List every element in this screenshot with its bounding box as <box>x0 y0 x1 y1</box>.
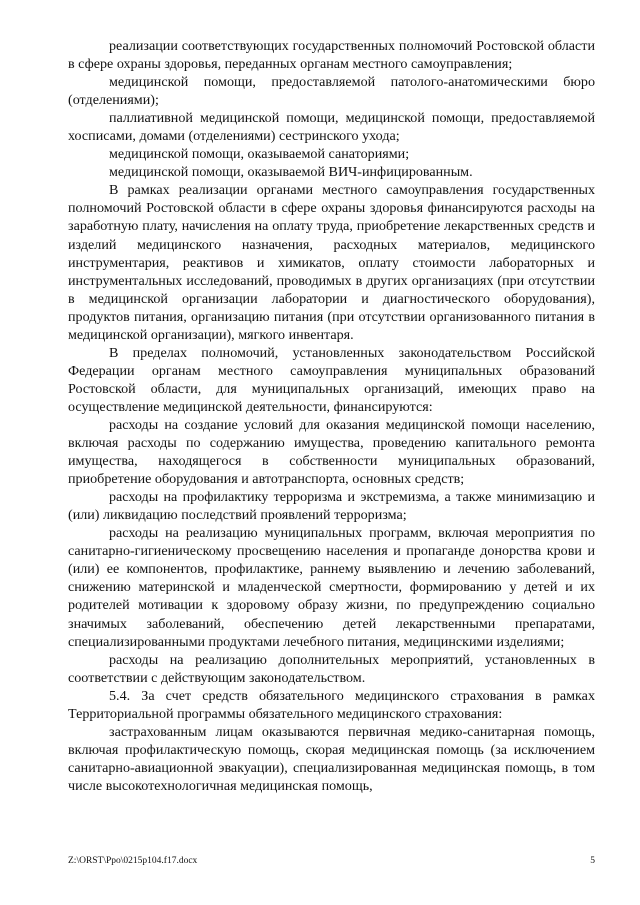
paragraph: расходы на реализацию дополнительных мероприятий, установленных в соответствии с действующим законодательством. <box>68 651 595 686</box>
paragraph: расходы на создание условий для оказания медицинской помощи населению, включая расходы по содержанию имущества, проведению капитального ремонта имущества, находящегося в собственности муниципальных образований, приобретение оборудования и автотранспорта, основных средств; <box>68 416 595 488</box>
document-body <box>68 37 595 795</box>
section-heading-paragraph: 5.4. За счет средств обязательного медицинского страхования в рамках Территориальной программы обязательного медицинского страхования: <box>68 687 595 722</box>
paragraph: застрахованным лицам оказываются первичная медико-санитарная помощь, включая профилактическую помощь, скорая медицинская помощь (за исключением санитарно-авиационной эвакуации), специализированная медицинская помощь, в том числе высокотехнологичная медицинская помощь, <box>68 723 595 794</box>
paragraph: расходы на реализацию муниципальных программ, включая мероприятия по санитарно-гигиеническому просвещению населения и пропаганде донорства крови и (или) ее компонентов, профилактике, раннему выявлению и лечению заболеваний, снижению материнской и младенческой смертности, формированию у детей и их родителей мотивации к здоровому образу жизни, по предупреждению социально значимых заболеваний, обеспечению детей лекарственными препаратами, специализированными продуктами лечебного питания, медицинскими изделиями; <box>68 525 595 650</box>
paragraph: медицинской помощи, оказываемой санаториями; <box>109 146 410 163</box>
paragraph: медицинской помощи, оказываемой ВИЧ-инфицированным. <box>109 164 473 181</box>
paragraph: В рамках реализации органами местного самоуправления государственных полномочий Ростовской области в сфере охраны здоровья финансируются расходы на заработную плату, начисления на оплату труда, приобретение лекарственных средств и изделий медицинского назначения, расходных материалов, медицинского инструментария, реактивов и химикатов, оплату стоимости лабораторных и инструментальных исследований, проводимых в других организациях (при отсутствии в медицинской организации лаборатории и диагностического оборудования), продуктов питания, организацию питания (при отсутствии организованного питания в медицинской организации), мягкого инвентаря. <box>68 182 595 343</box>
page-number: 5 <box>590 856 595 866</box>
paragraph: медицинской помощи, предоставляемой патолого-анатомическими бюро (отделениями); <box>68 74 595 109</box>
page-footer <box>68 856 595 870</box>
file-path: Z:\ORST\Ppo\0215p104.f17.docx <box>68 856 198 866</box>
paragraph: паллиативной медицинской помощи, медицинской помощи, предоставляемой хосписами, домами (отделениями) сестринского ухода; <box>68 110 595 145</box>
paragraph: расходы на профилактику терроризма и экстремизма, а также минимизацию и (или) ликвидацию последствий проявлений терроризма; <box>68 489 595 524</box>
paragraph: реализации соответствующих государственных полномочий Ростовской области в сфере охраны здоровья, переданных органам местного самоуправления; <box>68 38 595 73</box>
paragraph: В пределах полномочий, установленных законодательством Российской Федерации органам местного самоуправления муниципальных образований Ростовской области, для муниципальных организаций, имеющих право на осуществление медицинской деятельности, финансируются: <box>68 344 595 415</box>
